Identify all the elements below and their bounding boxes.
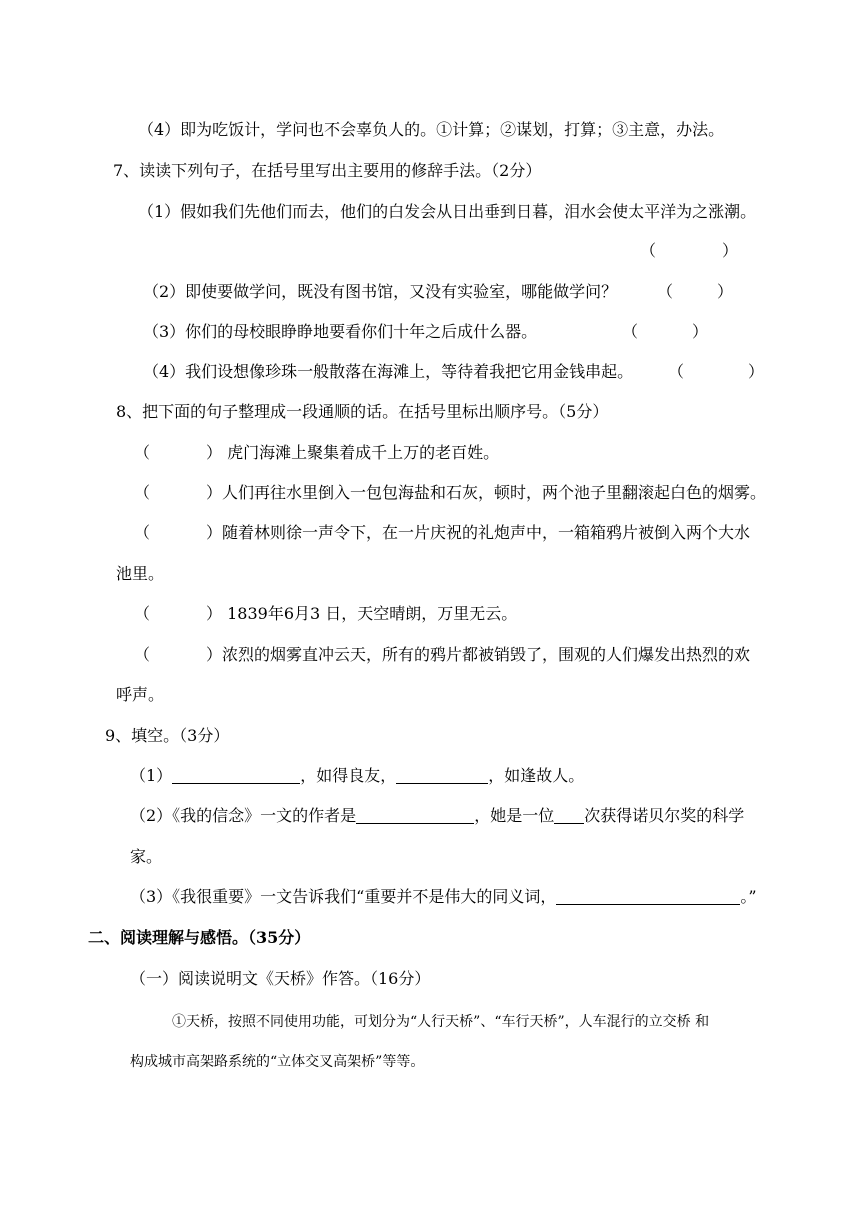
fill-blank-4[interactable] bbox=[554, 807, 584, 824]
paren-close: ） bbox=[206, 443, 223, 462]
q9-l2-a: （2）《我的信念》一文的作者是 bbox=[130, 806, 357, 825]
q8-item-5[interactable] bbox=[134, 644, 750, 666]
passage-para-1-line-2: 构成城市高架路系统的“立体交叉高架桥”等等。 bbox=[130, 1054, 425, 1070]
section-2-heading: 二、阅读理解与感悟。（35分） bbox=[88, 928, 311, 947]
paren-close: ） bbox=[722, 241, 739, 260]
q9-l1-b: ，如得良友， bbox=[300, 766, 397, 785]
q7-answer-1[interactable] bbox=[640, 240, 738, 262]
q8-item-3[interactable] bbox=[134, 522, 750, 544]
q8-item-4[interactable] bbox=[134, 603, 517, 625]
q7-item-2 bbox=[143, 281, 617, 303]
paren-close: ） bbox=[206, 483, 223, 502]
passage-para-1-line-1: ①天桥，按照不同使用功能，可划分为“人行天桥”、“车行天桥”，人车混行的立交桥 和 bbox=[172, 1014, 710, 1030]
q7-item-4: （4）我们设想像珍珠一般散落在海滩上，等待着我把它用金钱串起。 bbox=[143, 362, 634, 381]
paren-open: （ bbox=[668, 362, 685, 381]
q9-title: 9、填空。（3分） bbox=[105, 726, 230, 745]
q8-item-3-text: 随着林则徐一声令下，在一片庆祝的礼炮声中，一箱箱鸦片被倒入两个大水 bbox=[222, 523, 751, 542]
q8-item-2-text: 人们再往水里倒入一包包海盐和石灰，顿时，两个池子里翻滚起白色的烟雾。 bbox=[222, 483, 767, 502]
paren-open: （ bbox=[134, 645, 151, 664]
section-2-subheading: （一）阅读说明文《天桥》作答。（16分） bbox=[130, 969, 431, 988]
q9-l1-c: ，如逢故人。 bbox=[488, 766, 585, 785]
paren-close: ） bbox=[206, 645, 223, 664]
paren-close: ） bbox=[748, 362, 765, 381]
q7-item-3: （3）你们的母校眼睁睁地要看你们十年之后成什么器。 bbox=[143, 322, 538, 341]
q8-item-5-text: 浓烈的烟雾直冲云天，所有的鸦片都被销毁了，围观的人们爆发出热烈的欢 bbox=[222, 645, 751, 664]
paren-close: ） bbox=[206, 523, 223, 542]
q7-item-1: （1）假如我们先他们而去，他们的白发会从日出垂到日暮，泪水会使太平洋为之涨潮。 bbox=[138, 202, 757, 221]
q7-item-2-text: （2）即使要做学问，既没有图书馆，又没有实验室，哪能做学问？ bbox=[143, 282, 618, 301]
q7-answer-2[interactable] bbox=[657, 281, 733, 303]
q9-l3-a: （3）《我很重要》一文告诉我们“重要并不是伟大的同义词， bbox=[130, 887, 557, 906]
q9-l2-b: ，她是一位 bbox=[474, 806, 555, 825]
q8-item-4-text: 1839年6月3 日，天空晴朗，万里无云。 bbox=[227, 604, 518, 623]
q8-item-3-cont: 池里。 bbox=[116, 564, 165, 583]
q8-title: 8、把下面的句子整理成一段通顺的话。在括号里标出顺序号。（5分） bbox=[116, 402, 609, 421]
fill-blank-5[interactable] bbox=[556, 888, 740, 905]
paren-open: （ bbox=[134, 443, 151, 462]
q9-l1-a: （1） bbox=[130, 766, 173, 785]
q9-line-2 bbox=[130, 805, 744, 827]
paren-close: ） bbox=[206, 604, 223, 623]
paren-open: （ bbox=[640, 241, 657, 260]
paren-open: （ bbox=[134, 523, 151, 542]
q7-answer-4[interactable] bbox=[668, 361, 764, 383]
q8-item-2[interactable] bbox=[134, 482, 766, 504]
q9-line-3 bbox=[130, 886, 757, 908]
q9-line-2-cont: 家。 bbox=[130, 847, 163, 866]
q8-item-5-cont: 呼声。 bbox=[116, 685, 165, 704]
paren-close: ） bbox=[692, 322, 709, 341]
q6-item-4: （4）即为吃饭计，学问也不会辜负人的。①计算；②谋划，打算；③主意，办法。 bbox=[138, 120, 725, 139]
q9-l2-c: 次获得诺贝尔奖的科学 bbox=[584, 806, 745, 825]
paren-open: （ bbox=[622, 322, 639, 341]
paren-open: （ bbox=[134, 483, 151, 502]
q9-l3-b: 。” bbox=[740, 887, 757, 906]
fill-blank-1[interactable] bbox=[172, 767, 300, 784]
q8-item-1-text: 虎门海滩上聚集着成千上万的老百姓。 bbox=[227, 443, 500, 462]
paren-open: （ bbox=[657, 282, 674, 301]
q7-title: 7、读读下列句子，在括号里写出主要用的修辞手法。（2分） bbox=[113, 161, 542, 180]
q9-line-1 bbox=[130, 765, 584, 787]
fill-blank-3[interactable] bbox=[356, 807, 474, 824]
paren-close: ） bbox=[717, 282, 734, 301]
fill-blank-2[interactable] bbox=[396, 767, 488, 784]
q8-item-1[interactable] bbox=[134, 442, 499, 464]
paren-open: （ bbox=[134, 604, 151, 623]
q7-answer-3[interactable] bbox=[622, 321, 708, 343]
